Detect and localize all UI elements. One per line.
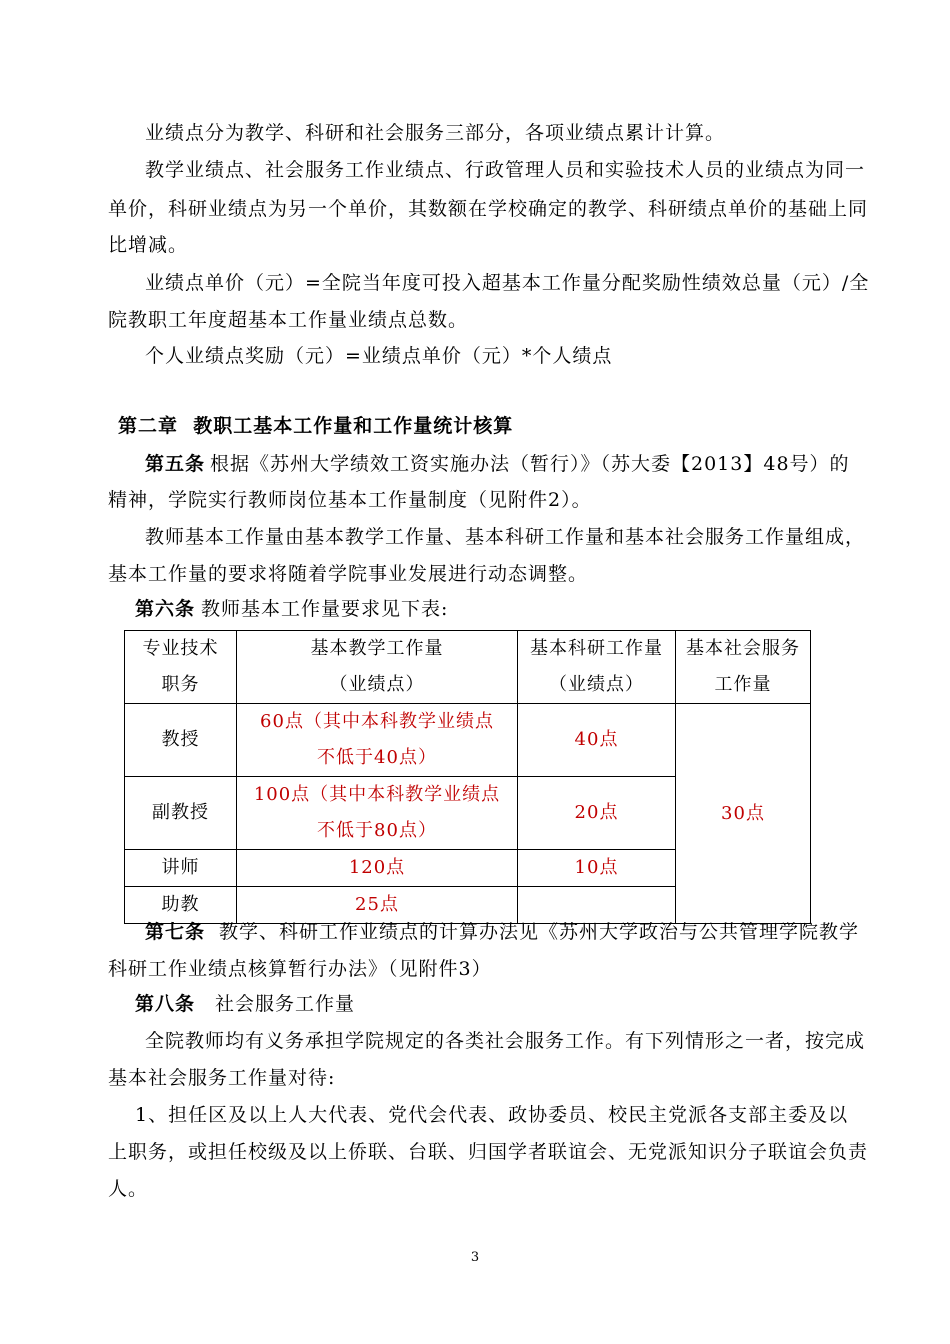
row-title: 副教授	[125, 777, 237, 850]
row-title: 教授	[125, 704, 237, 777]
paragraph-line: 基本社会服务工作量对待:	[108, 1067, 336, 1089]
paragraph-line: 比增减。	[108, 234, 189, 256]
page-number: 3	[470, 1250, 480, 1265]
chapter-heading: 第二章 教职工基本工作量和工作量统计核算	[118, 415, 514, 437]
paragraph-line: 院教职工年度超基本工作量业绩点总数。	[108, 309, 469, 331]
paragraph-line: 社会服务工作量	[215, 993, 356, 1015]
row-research	[518, 887, 676, 924]
workload-table	[124, 630, 811, 924]
paragraph-line: 单价，科研业绩点为另一个单价，其数额在学校确定的教学、科研绩点单价的基础上同	[108, 198, 869, 220]
header-teaching: 基本教学工作量 （业绩点）	[237, 631, 518, 704]
article-label: 第七条	[145, 921, 206, 943]
row-research: 40点	[518, 704, 676, 777]
header-title: 专业技术 职务	[125, 631, 237, 704]
row-teaching: 120点	[237, 850, 518, 887]
article-label: 第五条	[145, 453, 206, 475]
paragraph-line: 业绩点单价（元）=全院当年度可投入超基本工作量分配奖励性绩效总量（元）/全	[145, 272, 870, 294]
paragraph-line: 根据《苏州大学绩效工资实施办法（暂行）》（苏大委【2013】48号）的	[210, 453, 850, 475]
paragraph-line: 基本工作量的要求将随着学院事业发展进行动态调整。	[108, 563, 589, 585]
article-label: 第六条	[135, 598, 196, 620]
table-row	[125, 704, 811, 777]
row-research: 10点	[518, 850, 676, 887]
list-item: 人。	[108, 1178, 149, 1200]
service-value: 30点	[676, 704, 811, 924]
list-item: 1、担任区及以上人大代表、党代会代表、政协委员、校民主党派各支部主委及以	[135, 1104, 849, 1126]
row-title: 助教	[125, 887, 237, 924]
table-header-row	[125, 631, 811, 704]
row-teaching: 25点	[237, 887, 518, 924]
paragraph-line: 全院教师均有义务承担学院规定的各类社会服务工作。有下列情形之一者，按完成	[145, 1030, 866, 1052]
row-title: 讲师	[125, 850, 237, 887]
paragraph-line: 个人业绩点奖励（元）=业绩点单价（元）*个人绩点	[145, 345, 613, 367]
row-research: 20点	[518, 777, 676, 850]
header-service: 基本社会服务 工作量	[676, 631, 811, 704]
paragraph-line: 科研工作业绩点核算暂行办法》（见附件3）	[108, 958, 492, 980]
paragraph-line: 教学、科研工作业绩点的计算办法见《苏州大学政治与公共管理学院教学	[219, 921, 860, 943]
row-teaching: 60点（其中本科教学业绩点 不低于40点）	[237, 704, 518, 777]
paragraph-line: 教师基本工作量由基本教学工作量、基本科研工作量和基本社会服务工作量组成，	[145, 526, 866, 548]
paragraph-line: 业绩点分为教学、科研和社会服务三部分，各项业绩点累计计算。	[145, 122, 726, 144]
paragraph-line: 精神，学院实行教师岗位基本工作量制度（见附件2）。	[108, 489, 592, 511]
row-teaching: 100点（其中本科教学业绩点 不低于80点）	[237, 777, 518, 850]
header-research: 基本科研工作量 （业绩点）	[518, 631, 676, 704]
paragraph-line: 教师基本工作量要求见下表:	[201, 598, 449, 620]
article-label: 第八条	[135, 993, 196, 1015]
list-item: 上职务，或担任校级及以上侨联、台联、归国学者联谊会、无党派知识分子联谊会负责	[108, 1141, 869, 1163]
paragraph-line: 教学业绩点、社会服务工作业绩点、行政管理人员和实验技术人员的业绩点为同一	[145, 159, 866, 181]
